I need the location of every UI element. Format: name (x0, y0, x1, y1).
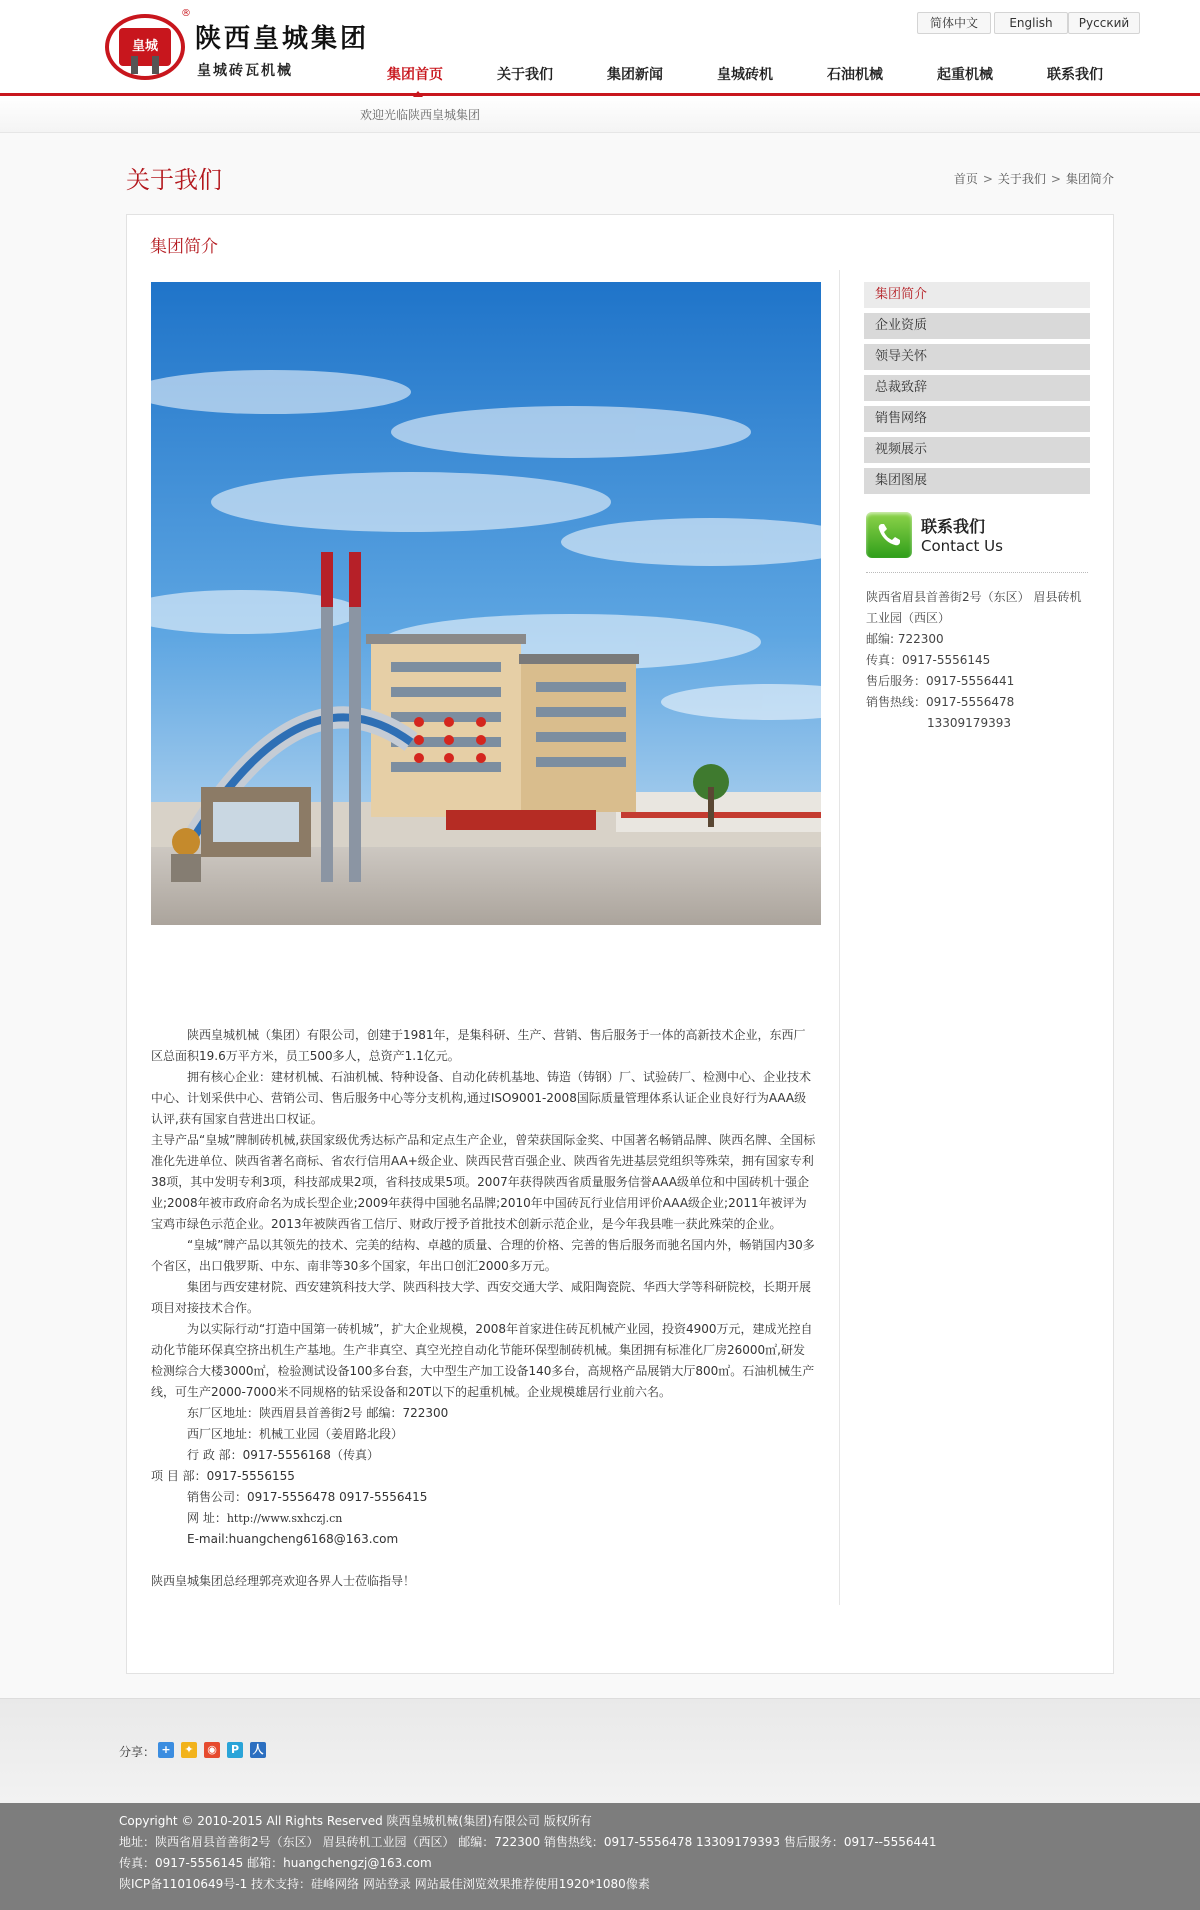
nav-item-lifting-machinery[interactable]: 起重机械 (937, 67, 993, 83)
logo-subtitle: 皇城砖瓦机械 (197, 63, 293, 79)
sidebar-item-video[interactable]: 视频展示 (864, 437, 1090, 463)
sales-phone: 销售公司：0917-5556478 0917-5556415 (187, 1490, 428, 1504)
east-address: 东厂区地址：陕西眉县首善街2号 邮编：722300 (187, 1406, 449, 1420)
breadcrumb-home-link[interactable]: 首页 (953, 172, 978, 186)
main-nav (360, 58, 1120, 93)
logo-title: 陕西皇城集团 (195, 24, 370, 54)
lang-russian-button[interactable]: Русский (1068, 12, 1140, 34)
lang-english-button[interactable]: English (994, 12, 1068, 34)
nav-item-home[interactable] (360, 64, 470, 84)
section-title: 集团简介 (150, 237, 218, 257)
article-paragraph: 拥有核心企业：建材机械、石油机械、特种设备、自动化砖机基地、铸造（铸钢）厂、试验砖厂、检测中心、企业技术中心、计划采供中心、营销公司、售后服务中心等分支机构,通过ISO9001-2008国际质量管理体系认证企业良好行为AAA级认评,获有国家自营进出口权证。 (151, 1070, 812, 1126)
admin-phone: 行 政 部：0917-5556168（传真） (187, 1448, 379, 1462)
article-paragraph: 为以实际行动“打造中国第一砖机城”，扩大企业规模，2008年首家进住砖瓦机械产业园，投资4900万元，建成光控自动化节能环保真空挤出机生产基地。生产非真空、真空光控自动化节能环保型制砖机械。集团拥有标准化厂房26000㎡,研发检测综合大楼3000㎡，检验测试设备100多台套，大中型生产加工设备140多台，高规格产品展销大厅800㎡。石油机械生产线，可生产2000-7000米不同规格的钻采设备和20T以下的起重机械。企业规模雄居行业前六名。 (151, 1322, 815, 1399)
page-title: 关于我们 (126, 166, 222, 194)
sidebar-item-president-speech[interactable]: 总裁致辞 (864, 375, 1090, 401)
tech-support-link[interactable]: 硅峰网络 (311, 1877, 360, 1891)
contact-divider (866, 572, 1088, 573)
sidebar-menu (864, 282, 1090, 499)
closing-line: 陕西皇城集团总经理郭亮欢迎各界人士莅临指导！ (151, 1574, 416, 1588)
article-paragraph: 陕西皇城机械（集团）有限公司，创建于1981年，是集科研、生产、营销、售后服务于一体的高新技术企业，东西厂区总面积19.6万平方米，员工500多人，总资产1.1亿元。 (151, 1028, 806, 1063)
sidebar-item-qualifications[interactable]: 企业资质 (864, 313, 1090, 339)
breadcrumb-current: 集团简介 (1065, 172, 1114, 186)
nav-item-contact[interactable]: 联系我们 (1047, 67, 1103, 83)
breadcrumb-separator: > (982, 172, 993, 186)
share-bar (0, 1698, 1200, 1803)
nav-item-news[interactable]: 集团新闻 (607, 67, 663, 83)
sidebar-item-leadership-care[interactable]: 领导关怀 (864, 344, 1090, 370)
footer-fax-email: 传真：0917-5556145 邮箱：huangchengzj@163.com (119, 1856, 432, 1870)
contact-title-en: Contact Us (921, 537, 1003, 555)
company-introduction-article (151, 1025, 816, 1592)
nav-item-about[interactable]: 关于我们 (497, 67, 553, 83)
website-line (151, 1508, 816, 1529)
sidebar-item-sales-network[interactable]: 销售网络 (864, 406, 1090, 432)
support-label: 技术支持： (251, 1877, 312, 1891)
article-paragraph: 主导产品“皇城”牌制砖机械,获国家级优秀达标产品和定点生产企业，曾荣获国际金奖、中国著名畅销品牌、陕西名牌、全国标准化先进单位、陕西省著名商标、省农行信用AA+级企业、陕西民营百强企业、陕西省先进基层党组织等殊荣，拥有国家专利38项，其中发明专利3项，科技部成果2项，省科技成果5项。2007年获得陕西省质量服务信誉AAA级单位和中国砖机十强企业;2008年被市政府命名为成长型企业;2009年获得中国驰名品牌;2010年中国砖瓦行业信用评价AAA级企业;2011年被评为宝鸡市绿色示范企业。2013年被陕西省工信厅、财政厅授予首批技术创新示范企业，是今年我县唯一获此殊荣的企业。 (151, 1133, 816, 1231)
phone-icon (866, 512, 912, 558)
logo-emblem-icon (105, 14, 185, 80)
footer-icp-line (119, 1874, 1119, 1895)
footer-copyright: Copyright © 2010-2015 All Rights Reserved 陕西皇城机械(集团)有限公司 版权所有 (119, 1814, 592, 1828)
browser-note: 网站最佳浏览效果推荐使用1920*1080像素 (414, 1877, 650, 1891)
contact-address: 陕西省眉县首善街2号（东区） 眉县砖机工业园（西区） (866, 590, 1082, 625)
website-label: 网 址： (187, 1511, 227, 1525)
nav-item-label: 集团首页 (387, 67, 443, 83)
sidebar-item-gallery[interactable]: 集团图展 (864, 468, 1090, 494)
nav-item-brick-machine[interactable]: 皇城砖机 (717, 67, 773, 83)
breadcrumb-about-link[interactable]: 关于我们 (997, 172, 1046, 186)
contact-info (866, 587, 1092, 734)
contact-title-cn: 联系我们 (921, 517, 986, 536)
share-label: 分享： (119, 1745, 156, 1759)
sidebar-item-group-profile[interactable]: 集团简介 (864, 282, 1090, 308)
contact-mobile: 13309179393 (927, 716, 1011, 730)
pengyou-icon[interactable]: P (227, 1742, 243, 1758)
contact-after-sales: 售后服务：0917-5556441 (866, 674, 1015, 688)
logo-badge-text: 皇城 (119, 28, 171, 66)
qzone-icon[interactable]: + (158, 1742, 174, 1758)
contact-fax: 传真：0917-5556145 (866, 653, 991, 667)
company-building-photo (151, 282, 821, 925)
content-divider (839, 270, 840, 1605)
renren-icon[interactable]: 人 (250, 1742, 266, 1758)
contact-sales-hotline: 销售热线：0917-5556478 (866, 695, 1015, 709)
registered-mark: ® (181, 8, 191, 19)
icp-link[interactable]: 陕ICP备11010649号-1 (119, 1877, 248, 1891)
logo-h-icon (131, 56, 159, 74)
footer-text (119, 1811, 1119, 1895)
nav-item-oil-machinery[interactable]: 石油机械 (827, 67, 883, 83)
breadcrumb-separator: > (1050, 172, 1061, 186)
nav-active-arrow-icon (413, 91, 423, 97)
qq-weibo-icon[interactable]: ✦ (181, 1742, 197, 1758)
welcome-bar (0, 96, 1200, 133)
contact-us-heading (866, 512, 1092, 572)
sina-weibo-icon[interactable]: ◉ (204, 1742, 220, 1758)
west-address: 西厂区地址：机械工业园（姜眉路北段） (187, 1427, 404, 1441)
article-paragraph: “皇城”牌产品以其领先的技术、完美的结构、卓越的质量、合理的价格、完善的售后服务而驰名国内外，畅销国内30多个省区，出口俄罗斯、中东、南非等30多个国家，年出口创汇2000多万元。 (151, 1238, 815, 1273)
lang-simplified-chinese-button[interactable]: 简体中文 (917, 12, 991, 34)
site-logo[interactable] (105, 8, 370, 82)
website-link[interactable]: http://www.sxhczj.cn (226, 1512, 343, 1525)
project-phone: 项 目 部：0917-5556155 (151, 1469, 295, 1483)
welcome-text: 欢迎光临陕西皇城集团 (360, 108, 481, 122)
contact-zip: 邮编: 722300 (866, 632, 944, 646)
breadcrumb (954, 170, 1114, 187)
email-line: E-mail:huangcheng6168@163.com (187, 1532, 399, 1546)
article-paragraph: 集团与西安建材院、西安建筑科技大学、陕西科技大学、西安交通大学、咸阳陶瓷院、华西大学等科研院校，长期开展项目对接技术合作。 (151, 1280, 812, 1315)
site-login-link[interactable]: 网站登录 (362, 1877, 411, 1891)
footer-address: 地址：陕西省眉县首善街2号（东区） 眉县砖机工业园（西区） 邮编：722300 销售热线：0917-5556478 13309179393 售后服务：0917--5556441 (119, 1835, 937, 1849)
